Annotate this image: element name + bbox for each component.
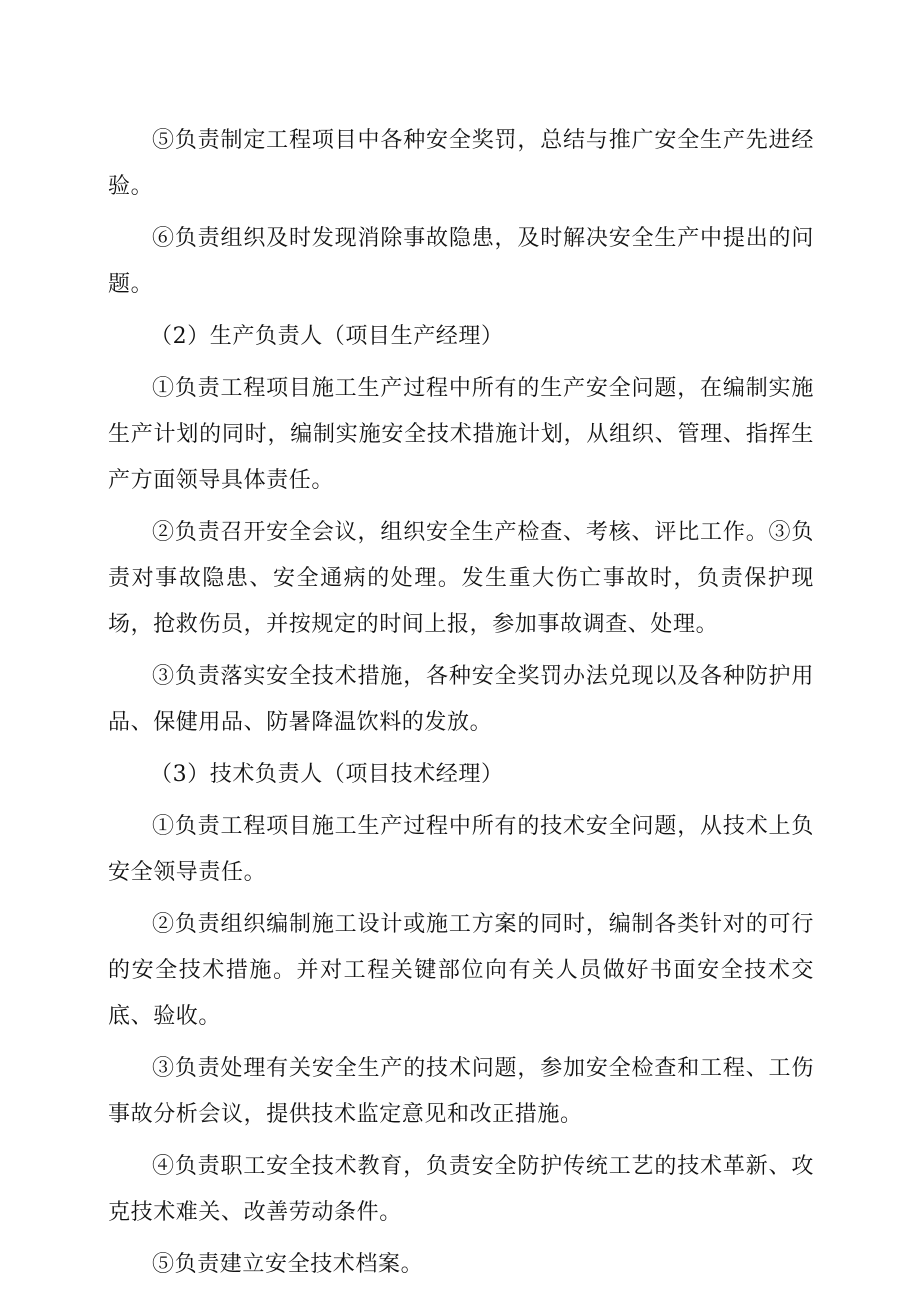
paragraph-item-6-hazards: ⑥负责组织及时发现消除事故隐患，及时解决安全生产中提出的问题。 <box>108 226 814 297</box>
document-body <box>108 118 814 1288</box>
paragraph-technical-item-2: ②负责组织编制施工设计或施工方案的同时，编制各类针对的可行的安全技术措施。并对工程关键部位向有关人员做好书面安全技术交底、验收。 <box>108 912 814 1029</box>
paragraph-production-item-2: ②负责召开安全会议，组织安全生产检查、考核、评比工作。③负责对事故隐患、安全通病的处理。发生重大伤亡事故时，负责保护现场，抢救伤员，并按规定的时间上报，参加事故调查、处理。 <box>108 520 814 637</box>
paragraph-technical-item-3: ③负责处理有关安全生产的技术问题，参加安全检查和工程、工伤事故分析会议，提供技术监定意见和改正措施。 <box>108 1056 814 1127</box>
paragraph-technical-item-4: ④负责职工安全技术教育，负责安全防护传统工艺的技术革新、攻克技术难关、改善劳动条件。 <box>108 1154 814 1225</box>
paragraph-technical-item-5: ⑤负责建立安全技术档案。 <box>152 1252 424 1277</box>
paragraph-technical-item-1: ①负责工程项目施工生产过程中所有的技术安全问题，从技术上负安全领导责任。 <box>108 814 814 885</box>
paragraph-production-item-1: ①负责工程项目施工生产过程中所有的生产安全问题，在编制实施生产计划的同时，编制实施安全技术措施计划，从组织、管理、指挥生产方面领导具体责任。 <box>108 376 814 493</box>
section-heading-production-manager: （2）生产负责人（项目生产经理） <box>150 324 504 349</box>
paragraph-item-5-rewards: ⑤负责制定工程项目中各种安全奖罚，总结与推广安全生产先进经验。 <box>108 128 814 199</box>
paragraph-production-item-3: ③负责落实安全技术措施，各种安全奖罚办法兑现以及各种防护用品、保健用品、防暑降温饮料的发放。 <box>108 664 814 735</box>
section-heading-technical-manager: （3）技术负责人（项目技术经理） <box>150 762 504 787</box>
